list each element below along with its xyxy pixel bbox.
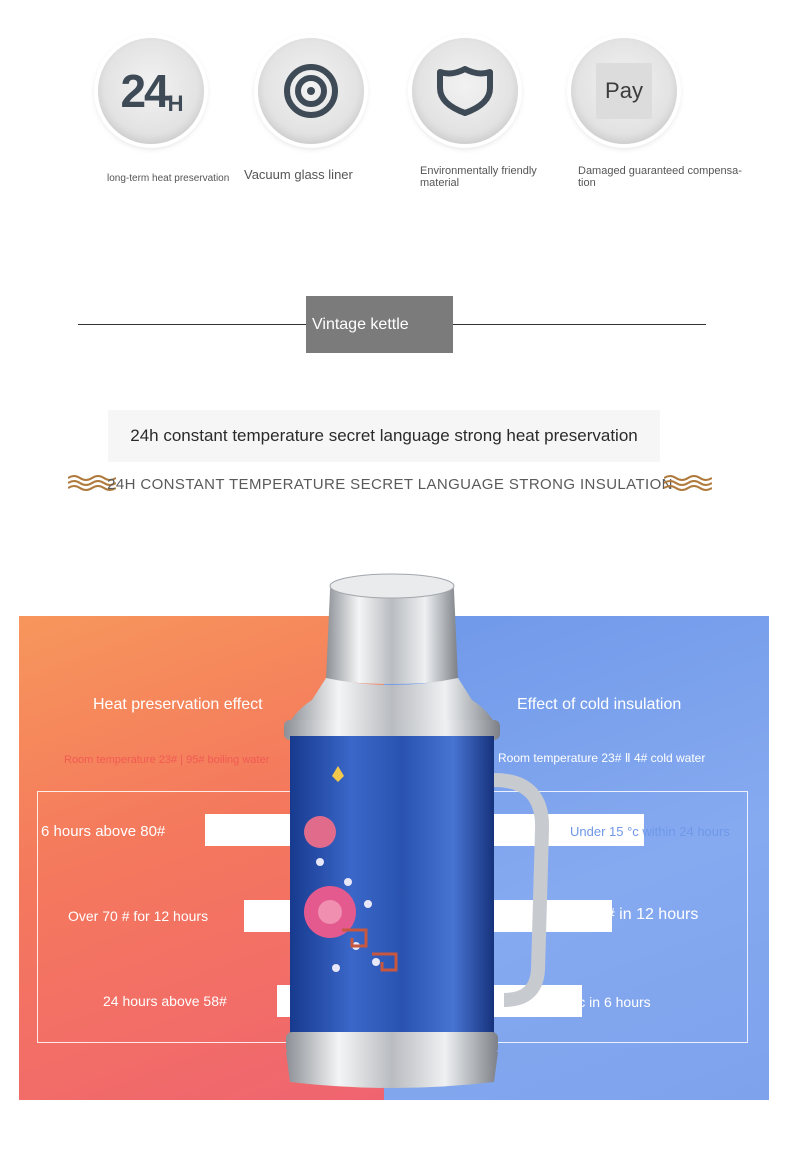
- feature-long-term-heat: [95, 38, 255, 198]
- cold-row: Below 5 °c in 6 hours: [519, 994, 651, 1010]
- 24h-icon: 24H: [98, 38, 204, 144]
- target-icon: [258, 38, 364, 144]
- heat-heading: Heat preservation effect: [93, 696, 263, 713]
- feature-compensation: [568, 38, 742, 198]
- vacuum-flask-image: [272, 570, 562, 1100]
- wave-icon: [664, 474, 712, 492]
- heat-row: 6 hours above 80#: [41, 823, 166, 840]
- pay-icon: Pay: [571, 38, 677, 144]
- shield-icon: [412, 38, 518, 144]
- divider-right: [453, 324, 706, 325]
- feature-caption: Vacuum glass liner: [244, 167, 353, 182]
- feature-eco-material: [410, 38, 570, 198]
- cold-row: Under 15 °c within 24 hours: [570, 824, 730, 839]
- heat-row: 24 hours above 58#: [103, 993, 227, 1009]
- section-title: Vintage kettle: [306, 296, 453, 353]
- feature-caption: Damaged guaranteed compensa-tion: [578, 165, 742, 190]
- feature-caption: long-term heat preservation: [107, 173, 230, 184]
- cold-row: Below 10# in 12 hours: [540, 906, 699, 923]
- heat-row: Over 70 # for 12 hours: [68, 908, 209, 924]
- cold-heading: Effect of cold insulation: [517, 696, 682, 713]
- heat-note: Room temperature 23# | 95# boiling water: [64, 754, 270, 766]
- divider-left: [78, 324, 306, 325]
- tagline-english: 24H CONSTANT TEMPERATURE SECRET LANGUAGE STRONG INSULATION: [107, 476, 673, 493]
- tagline: 24h constant temperature secret language strong heat preservation: [130, 426, 638, 445]
- feature-caption: Environmentally friendly material: [420, 165, 537, 190]
- feature-vacuum-liner: [244, 38, 414, 198]
- cold-note: Room temperature 23# Ⅱ 4# cold water: [498, 751, 706, 765]
